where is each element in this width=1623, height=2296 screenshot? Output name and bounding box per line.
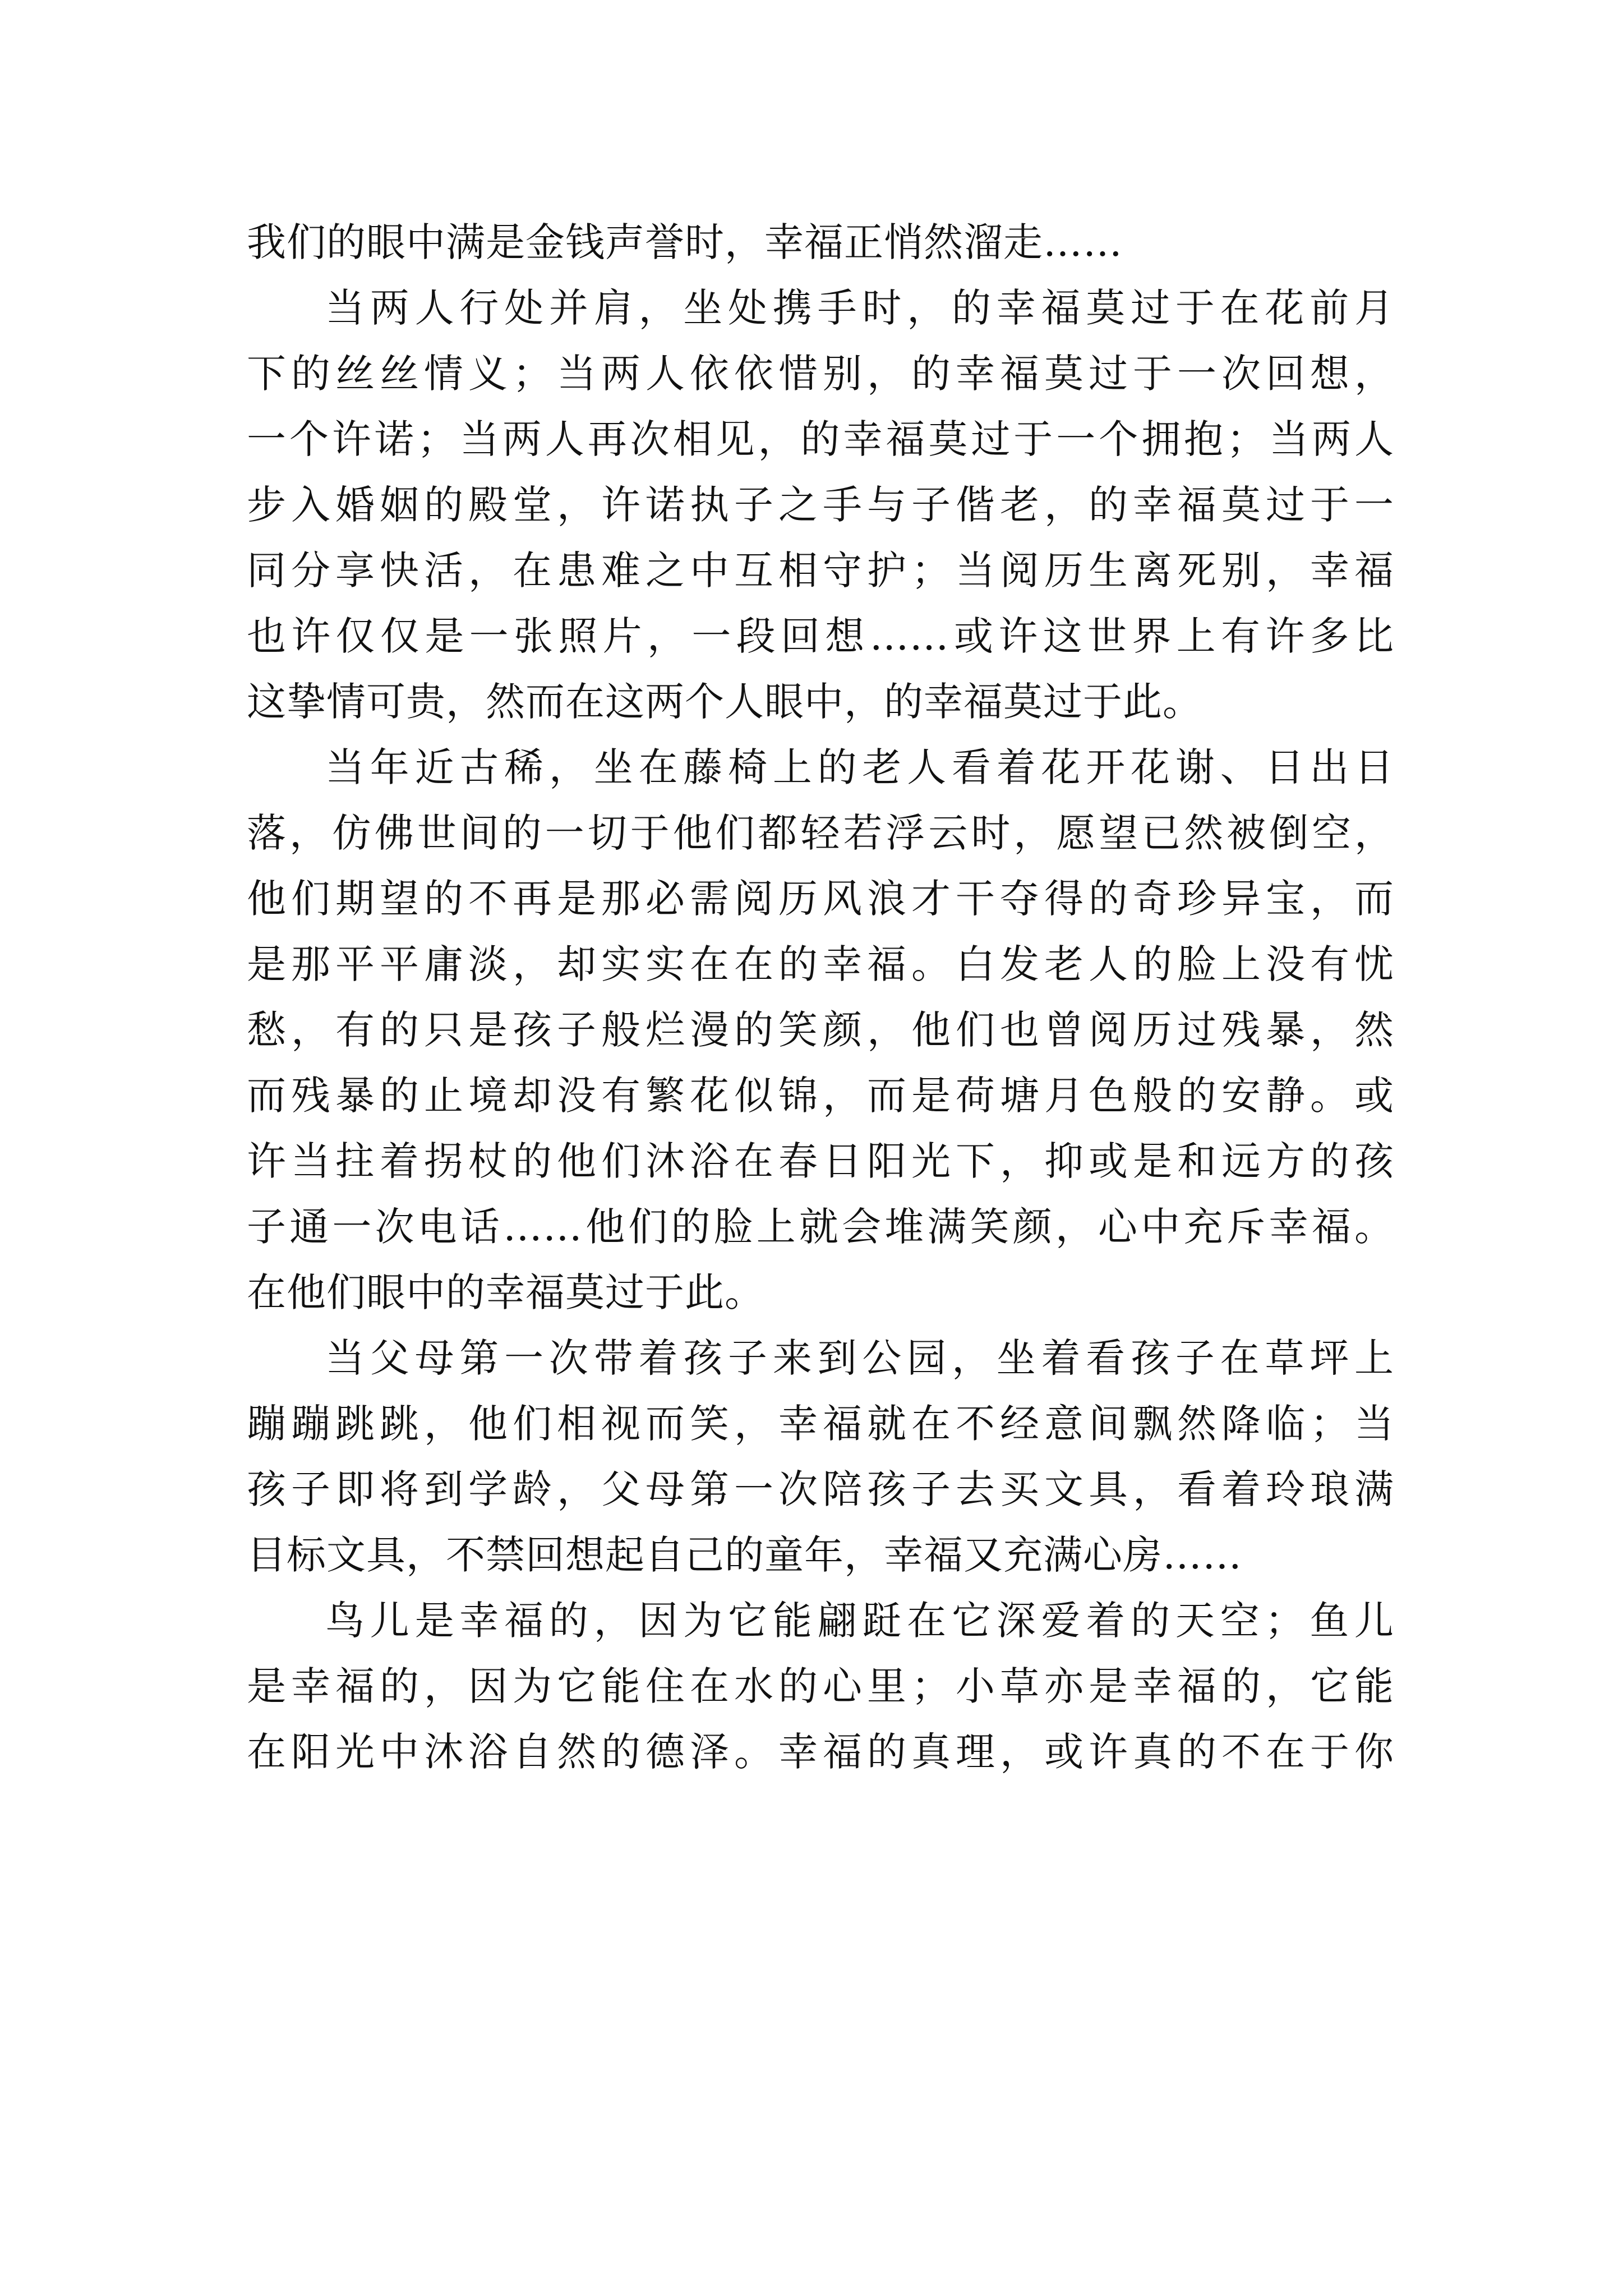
text-line: 同分享快活，在患难之中互相守护；当阅历生离死别，幸福 [247, 547, 1394, 593]
text-line: 孩子即将到学龄，父母第一次陪孩子去买文具，看着玲琅满 [247, 1466, 1394, 1512]
text-line: 在阳光中沐浴自然的德泽。幸福的真理，或许真的不在于你 [247, 1729, 1394, 1775]
text-line: 目标文具，不禁回想起自己的童年，幸福又充满心房…… [247, 1532, 1242, 1578]
text-line: 在他们眼中的幸福莫过于此。 [247, 1269, 764, 1315]
text-line: 愁，有的只是孩子般烂漫的笑颜，他们也曾阅历过残暴，然 [247, 1007, 1394, 1053]
text-line: 下的丝丝情义；当两人依依惜别，的幸福莫过于一次回想， [247, 351, 1394, 397]
text-line: 而残暴的止境却没有繁花似锦，而是荷塘月色般的安静。或 [247, 1073, 1394, 1119]
paragraph-first-line: 当年近古稀，坐在藤椅上的老人看着花开花谢、日出日 [325, 744, 1394, 790]
text-line: 许当拄着拐杖的他们沐浴在春日阳光下，抑或是和远方的孩 [247, 1138, 1394, 1184]
text-line: 子通一次电话……他们的脸上就会堆满笑颜，心中充斥幸福。 [247, 1204, 1394, 1250]
text-line: 落，仿佛世间的一切于他们都轻若浮云时，愿望已然被倒空， [247, 810, 1394, 856]
text-line: 是那平平庸淡，却实实在在的幸福。白发老人的脸上没有忧 [247, 941, 1394, 987]
text-line: 一个许诺；当两人再次相见，的幸福莫过于一个拥抱；当两人 [247, 416, 1394, 462]
text-line: 他们期望的不再是那必需阅历风浪才干夺得的奇珍异宝，而 [247, 876, 1394, 922]
text-line: 是幸福的，因为它能住在水的心里；小草亦是幸福的，它能 [247, 1663, 1394, 1709]
text-line: 蹦蹦跳跳，他们相视而笑，幸福就在不经意间飘然降临；当 [247, 1401, 1394, 1447]
paragraph-first-line: 当父母第一次带着孩子来到公园，坐着看孩子在草坪上 [325, 1335, 1394, 1381]
text-line: 我们的眼中满是金钱声誉时，幸福正悄然溜走…… [247, 219, 1123, 265]
body-text [247, 210, 1394, 1785]
paragraph-first-line: 鸟儿是幸福的，因为它能翩跹在它深爱着的天空；鱼儿 [325, 1598, 1394, 1644]
text-line: 步入婚姻的殿堂，许诺执子之手与子偕老，的幸福莫过于一 [247, 482, 1394, 528]
text-line: 也许仅仅是一张照片，一段回想……或许这世界上有许多比 [247, 613, 1394, 659]
text-line: 这挚情可贵，然而在这两个人眼中，的幸福莫过于此。 [247, 679, 1202, 725]
paragraph-first-line: 当两人行处并肩，坐处携手时，的幸福莫过于在花前月 [325, 285, 1394, 331]
